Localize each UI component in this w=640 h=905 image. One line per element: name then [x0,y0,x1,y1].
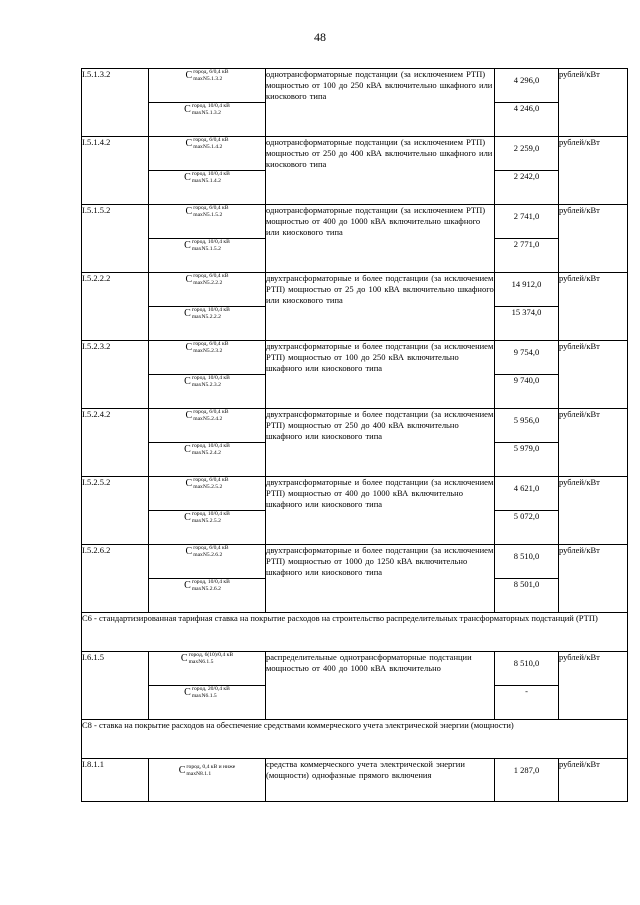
rate-symbol-letter: C [184,103,191,115]
row-code: I.5.1.5.2 [82,205,149,273]
rate-unit: рублей/кВт [559,545,628,613]
rate-value: 2 242,0 [495,171,559,205]
rate-symbol [149,652,266,686]
rate-symbol-superscript: город, 6/0,4 кВ [193,205,229,211]
row-code: I.5.1.4.2 [82,137,149,205]
table-row [82,341,628,375]
rate-symbol-subscript: maxN5.2.6.2 [193,552,223,558]
rate-symbol-subscript: maxN5.1.4.2 [193,144,223,150]
rate-symbol-superscript: город, 10/0,4 кВ [191,103,230,109]
rate-symbol-subscript: maxN5.1.4.2 [191,178,221,184]
rate-symbol-superscript: город, 6(10)/0,4 кВ [188,652,234,658]
rate-symbol-subscript: maxN5.2.6.2 [191,586,221,592]
rate-value: 9 754,0 [495,341,559,375]
rate-symbol-superscript: город, 10/0,4 кВ [191,307,230,313]
rate-symbol-letter: C [185,545,193,557]
rate-symbol-letter: C [185,69,193,81]
rate-symbol-superscript: город, 10/0,4 кВ [191,579,230,585]
rate-value: 4 296,0 [495,69,559,103]
rate-unit: рублей/кВт [559,137,628,205]
row-description: распределительные однотрансформаторные подстанции мощностью от 400 до 1000 кВА включительно [266,652,495,720]
table-row [82,69,628,103]
rate-symbol-letter: C [184,239,191,251]
rate-value: 14 912,0 [495,273,559,307]
rate-symbol-superscript: город, 6/0,4 кВ [193,273,229,279]
rate-symbol-superscript: город, 6/0,4 кВ [193,341,229,347]
row-description: однотрансформаторные подстанции (за исключением РТП) мощностью от 250 до 400 кВА включительно шкафного или киоскового типа [266,137,495,205]
row-code: I.5.2.6.2 [82,545,149,613]
rate-symbol-subscript: maxN8.1.1 [186,771,212,777]
table-row [82,545,628,579]
rate-symbol-letter: C [185,341,193,353]
rate-symbol-subscript: maxN5.1.3.2 [193,76,223,82]
rate-symbol-superscript: город, 20/0,4 кВ [191,686,230,692]
rate-symbol-subscript: maxN5.2.3.2 [193,348,223,354]
rate-value: 15 374,0 [495,307,559,341]
row-description: двухтрансформаторные и более подстанции (за исключением РТП) мощностью от 1000 до 1250 кВА включительно шкафного или киоскового типа [266,545,495,613]
rate-symbol-letter: C [184,443,191,455]
rate-symbol-superscript: город, 6/0,4 кВ [193,409,229,415]
rate-symbol [149,103,266,137]
rate-value: 9 740,0 [495,375,559,409]
table-row [82,137,628,171]
rate-symbol [149,443,266,477]
rate-symbol-letter: C [185,273,193,285]
section-header-row [82,720,628,759]
rate-symbol-subscript: maxN5.2.5.2 [193,484,223,490]
rate-value: 5 072,0 [495,511,559,545]
rate-symbol-superscript: город, 10/0,4 кВ [191,511,230,517]
rate-symbol-subscript: maxN5.2.4.2 [191,450,221,456]
rate-unit: рублей/кВт [559,652,628,720]
row-code: I.5.2.3.2 [82,341,149,409]
rate-symbol [149,205,266,239]
rate-symbol-letter: C [185,137,193,149]
section-header-row [82,613,628,652]
rate-unit: рублей/кВт [559,273,628,341]
rate-symbol-superscript: город, 0,4 кВ и ниже [186,764,236,770]
row-description: однотрансформаторные подстанции (за исключением РТП) мощностью от 400 до 1000 кВА включительно шкафного или киоскового типа [266,205,495,273]
table-row [82,409,628,443]
rate-symbol [149,69,266,103]
rate-value: - [495,686,559,720]
section-c6-title: С6 - стандартизированная тарифная ставка на покрытие расходов на строительство распределительных трансформаторных подстанций (РТП) [82,613,628,652]
rate-unit: рублей/кВт [559,69,628,137]
rate-symbol-superscript: город, 6/0,4 кВ [193,545,229,551]
rate-value: 1 287,0 [495,759,559,802]
rate-symbol-subscript: maxN5.1.5.2 [191,246,221,252]
row-code: I.5.1.3.2 [82,69,149,137]
row-description: двухтрансформаторные и более подстанции (за исключением РТП) мощностью от 400 до 1000 кВА включительно шкафного или киоскового типа [266,477,495,545]
rate-symbol-superscript: город, 6/0,4 кВ [193,137,229,143]
rate-symbol-superscript: город, 10/0,4 кВ [191,171,230,177]
rate-symbol-letter: C [184,511,191,523]
rate-symbol-letter: C [184,307,191,319]
rate-symbol-subscript: maxN5.1.3.2 [191,110,221,116]
section-c8-title: С8 - ставка на покрытие расходов на обеспечение средствами коммерческого учета электрической энергии (мощности) [82,720,628,759]
rate-value: 2 259,0 [495,137,559,171]
rate-value: 5 956,0 [495,409,559,443]
rate-symbol [149,511,266,545]
rate-symbol [149,759,266,802]
rate-symbol [149,409,266,443]
table-row [82,759,628,802]
row-description: двухтрансформаторные и более подстанции (за исключением РТП) мощностью от 100 до 250 кВА включительно шкафного или киоскового типа [266,341,495,409]
row-code: I.5.2.5.2 [82,477,149,545]
rate-symbol-letter: C [178,764,186,776]
rate-symbol [149,341,266,375]
page-number: 48 [314,30,326,44]
table-row [82,652,628,686]
rate-value: 5 979,0 [495,443,559,477]
rate-value: 8 501,0 [495,579,559,613]
table-row [82,477,628,511]
rate-symbol-subscript: maxN6.1.5 [188,659,214,665]
rate-symbol-subscript: maxN5.2.5.2 [191,518,221,524]
rate-symbol-superscript: город, 6/0,4 кВ [193,477,229,483]
table-row [82,205,628,239]
rate-symbol-superscript: город, 10/0,4 кВ [191,375,230,381]
table-row [82,273,628,307]
rate-symbol [149,171,266,205]
rate-unit: рублей/кВт [559,205,628,273]
rate-symbol-letter: C [184,375,191,387]
rate-symbol-subscript: maxN5.2.2.2 [193,280,223,286]
rate-symbol-letter: C [185,205,193,217]
rate-symbol-letter: C [180,652,188,664]
rate-symbol-superscript: город, 10/0,4 кВ [191,443,230,449]
row-code: I.5.2.2.2 [82,273,149,341]
row-code: I.8.1.1 [82,759,149,802]
rate-symbol-letter: C [185,477,193,489]
rate-value: 2 771,0 [495,239,559,273]
rate-value: 4 246,0 [495,103,559,137]
rate-symbol-subscript: maxN5.1.5.2 [193,212,223,218]
rate-value: 8 510,0 [495,545,559,579]
rate-symbol [149,273,266,307]
rate-unit: рублей/кВт [559,409,628,477]
rate-value: 2 741,0 [495,205,559,239]
tariff-table [81,68,628,802]
rate-symbol [149,239,266,273]
rate-value: 4 621,0 [495,477,559,511]
rate-symbol [149,137,266,171]
rate-symbol [149,307,266,341]
rate-symbol-superscript: город, 6/0,4 кВ [193,69,229,75]
row-description: двухтрансформаторные и более подстанции (за исключением РТП) мощностью от 25 до 100 кВА включительно шкафного или киоскового типа [266,273,495,341]
rate-symbol [149,477,266,511]
rate-unit: рублей/кВт [559,477,628,545]
rate-symbol-letter: C [184,686,191,698]
rate-symbol-subscript: maxN6.1.5 [191,693,217,699]
rate-value: 8 510,0 [495,652,559,686]
row-description: однотрансформаторные подстанции (за исключением РТП) мощностью от 100 до 250 кВА включительно шкафного или киоскового типа [266,69,495,137]
row-description: средства коммерческого учета электрической энергии (мощности) однофазные прямого включения [266,759,495,802]
row-code: I.6.1.5 [82,652,149,720]
rate-symbol [149,545,266,579]
rate-symbol-subscript: maxN5.2.3.2 [191,382,221,388]
rate-symbol-subscript: maxN5.2.2.2 [191,314,221,320]
rate-symbol-subscript: maxN5.2.4.2 [193,416,223,422]
rate-unit: рублей/кВт [559,341,628,409]
rate-unit: рублей/кВт [559,759,628,802]
row-code: I.5.2.4.2 [82,409,149,477]
rate-symbol-letter: C [184,579,191,591]
rate-symbol [149,579,266,613]
rate-symbol [149,375,266,409]
rate-symbol-letter: C [185,409,193,421]
rate-symbol-letter: C [184,171,191,183]
rate-symbol-superscript: город, 10/0,4 кВ [191,239,230,245]
row-description: двухтрансформаторные и более подстанции (за исключением РТП) мощностью от 250 до 400 кВА включительно шкафного или киоскового типа [266,409,495,477]
rate-symbol [149,686,266,720]
